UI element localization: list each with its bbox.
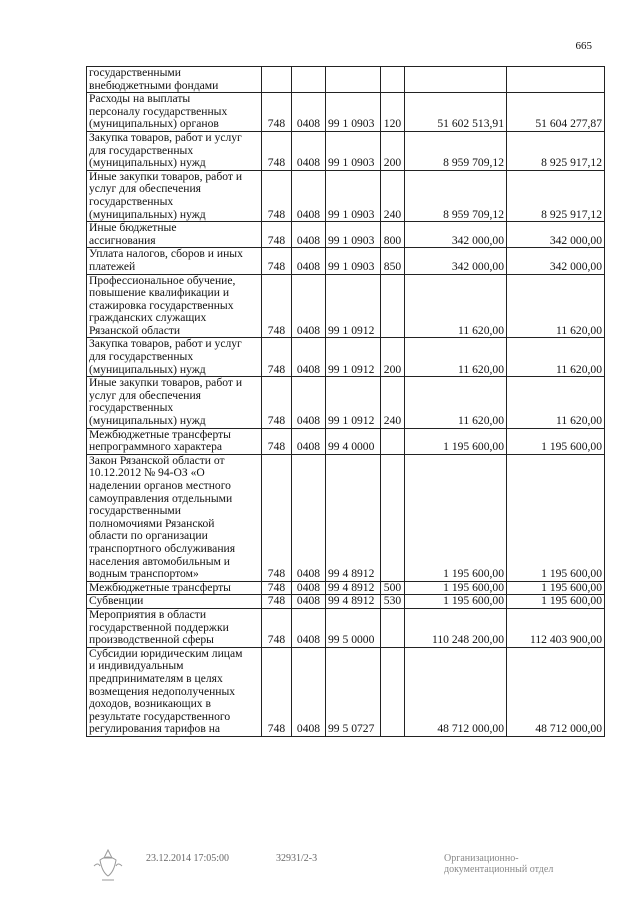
- amount-2016-cell: 342 000,00: [507, 248, 605, 274]
- admin-code-cell: 748: [262, 170, 292, 221]
- item-name-line: и индивидуальным: [89, 659, 184, 673]
- amount-2015-cell: [405, 67, 507, 93]
- footer-department-line: документационный отдел: [444, 864, 554, 875]
- item-name-cell: [87, 93, 262, 132]
- item-name-line: наделении органов местного: [89, 479, 231, 492]
- target-code-cell: 99 5 0727: [326, 647, 381, 736]
- amount-2015-cell: 342 000,00: [405, 248, 507, 274]
- emblem-icon: [88, 846, 128, 886]
- item-name-line: государственными: [89, 504, 181, 518]
- item-name-line: Иные закупки товаров, работ и: [89, 376, 243, 390]
- item-name-cell: [87, 338, 262, 377]
- item-name-line: водным транспортом»: [89, 567, 199, 581]
- admin-code-cell: [262, 67, 292, 93]
- amount-2015-cell: 342 000,00: [405, 222, 507, 248]
- table-row: [87, 67, 605, 93]
- admin-code-cell: 748: [262, 428, 292, 454]
- item-name-line: персоналу государственных: [89, 104, 228, 118]
- item-name-line: Уплата налогов, сборов и иных: [89, 247, 243, 261]
- table-row: [87, 274, 605, 338]
- amount-2015-cell: 51 602 513,91: [405, 93, 507, 132]
- amount-2016-cell: 112 403 900,00: [507, 608, 605, 647]
- item-name-line: (муниципальных) нужд: [89, 156, 206, 170]
- amount-2016-cell: 48 712 000,00: [507, 647, 605, 736]
- item-name-cell: [87, 248, 262, 274]
- table-row: [87, 428, 605, 454]
- expense-type-cell: 240: [381, 170, 405, 221]
- amount-2015-cell: 1 195 600,00: [405, 595, 507, 609]
- amount-2016-cell: 11 620,00: [507, 338, 605, 377]
- section-code-cell: 0408: [292, 595, 326, 609]
- footer-document-code: 32931/2-3: [276, 853, 318, 864]
- amount-2016-cell: 8 925 917,12: [507, 170, 605, 221]
- amount-2016-cell: 1 195 600,00: [507, 595, 605, 609]
- item-name-line: государственных: [89, 401, 174, 415]
- table-row: [87, 170, 605, 221]
- expense-type-cell: 850: [381, 248, 405, 274]
- admin-code-cell: 748: [262, 93, 292, 132]
- expense-type-cell: [381, 647, 405, 736]
- item-name-cell: [87, 428, 262, 454]
- expense-type-cell: 500: [381, 581, 405, 595]
- item-name-cell: [87, 274, 262, 338]
- target-code-cell: [326, 67, 381, 93]
- expense-type-cell: [381, 608, 405, 647]
- item-name-line: внебюджетными фондами: [89, 78, 219, 92]
- admin-code-cell: 748: [262, 131, 292, 170]
- section-code-cell: 0408: [292, 428, 326, 454]
- admin-code-cell: 748: [262, 377, 292, 428]
- amount-2015-cell: 11 620,00: [405, 338, 507, 377]
- footer-timestamp: 23.12.2014 17:05:00: [146, 853, 230, 864]
- item-name-cell: [87, 67, 262, 93]
- item-name-cell: [87, 377, 262, 428]
- amount-2016-cell: 342 000,00: [507, 222, 605, 248]
- item-name-line: государственной поддержки: [89, 620, 229, 634]
- section-code-cell: [292, 67, 326, 93]
- target-code-cell: 99 1 0903: [326, 93, 381, 132]
- page-number: 665: [575, 40, 592, 52]
- section-code-cell: 0408: [292, 608, 326, 647]
- item-name-line: услуг для обеспечения: [89, 182, 201, 196]
- item-name-line: Закон Рязанской области от: [89, 454, 225, 467]
- item-name-line: производственной сферы: [89, 633, 214, 647]
- item-name-line: государственных: [89, 194, 174, 208]
- table-row: [87, 454, 605, 581]
- item-name-line: доходов, возникающих в: [89, 697, 211, 711]
- amount-2016-cell: 1 195 600,00: [507, 581, 605, 595]
- target-code-cell: 99 4 8912: [326, 581, 381, 595]
- target-code-cell: 99 4 8912: [326, 454, 381, 581]
- item-name-line: Субвенции: [89, 594, 144, 608]
- item-name-line: государственными: [89, 66, 181, 79]
- item-name-cell: [87, 608, 262, 647]
- section-code-cell: 0408: [292, 581, 326, 595]
- admin-code-cell: 748: [262, 581, 292, 595]
- amount-2015-cell: 110 248 200,00: [405, 608, 507, 647]
- amount-2015-cell: 1 195 600,00: [405, 581, 507, 595]
- item-name-line: Мероприятия в области: [89, 608, 207, 621]
- section-code-cell: 0408: [292, 274, 326, 338]
- item-name-line: Иные бюджетные: [89, 221, 177, 235]
- section-code-cell: 0408: [292, 93, 326, 132]
- item-name-line: Межбюджетные трансферты: [89, 581, 231, 594]
- amount-2015-cell: 11 620,00: [405, 377, 507, 428]
- item-name-cell: [87, 131, 262, 170]
- table-row: [87, 581, 605, 595]
- amount-2015-cell: 1 195 600,00: [405, 428, 507, 454]
- admin-code-cell: 748: [262, 595, 292, 609]
- table-row: [87, 248, 605, 274]
- item-name-cell: [87, 170, 262, 221]
- item-name-cell: [87, 454, 262, 581]
- item-name-line: Субсидии юридическим лицам: [89, 647, 243, 660]
- table-row: [87, 377, 605, 428]
- item-name-line: (муниципальных) нужд: [89, 207, 206, 221]
- amount-2016-cell: 1 195 600,00: [507, 428, 605, 454]
- target-code-cell: 99 1 0912: [326, 274, 381, 338]
- table-row: [87, 595, 605, 609]
- item-name-line: Профессиональное обучение,: [89, 274, 236, 287]
- amount-2015-cell: 8 959 709,12: [405, 170, 507, 221]
- item-name-line: результате государственного: [89, 709, 231, 723]
- expense-type-cell: [381, 274, 405, 338]
- section-code-cell: 0408: [292, 248, 326, 274]
- target-code-cell: 99 1 0903: [326, 131, 381, 170]
- item-name-cell: [87, 647, 262, 736]
- section-code-cell: 0408: [292, 338, 326, 377]
- item-name-line: регулирования тарифов на: [89, 722, 221, 736]
- item-name-line: возмещения недополученных: [89, 684, 236, 698]
- admin-code-cell: 748: [262, 454, 292, 581]
- item-name-line: (муниципальных) нужд: [89, 362, 206, 376]
- item-name-line: 10.12.2012 № 94-ОЗ «О: [89, 466, 205, 480]
- amount-2016-cell: 8 925 917,12: [507, 131, 605, 170]
- amount-2015-cell: 8 959 709,12: [405, 131, 507, 170]
- item-name-line: для государственных: [89, 143, 194, 157]
- amount-2015-cell: 48 712 000,00: [405, 647, 507, 736]
- target-code-cell: 99 4 8912: [326, 595, 381, 609]
- amount-2016-cell: 11 620,00: [507, 274, 605, 338]
- item-name-line: стажировка государственных: [89, 298, 234, 312]
- item-name-cell: [87, 581, 262, 595]
- target-code-cell: 99 1 0912: [326, 338, 381, 377]
- item-name-line: полномочиями Рязанской: [89, 516, 215, 530]
- amount-2015-cell: 1 195 600,00: [405, 454, 507, 581]
- item-name-line: (муниципальных) органов: [89, 117, 219, 131]
- target-code-cell: 99 5 0000: [326, 608, 381, 647]
- section-code-cell: 0408: [292, 454, 326, 581]
- table-row: [87, 93, 605, 132]
- item-name-line: населения автомобильным и: [89, 554, 230, 568]
- admin-code-cell: 748: [262, 608, 292, 647]
- item-name-line: Расходы на выплаты: [89, 92, 191, 106]
- item-name-line: повышение квалификации и: [89, 286, 230, 300]
- item-name-line: для государственных: [89, 350, 194, 364]
- expense-type-cell: 200: [381, 338, 405, 377]
- target-code-cell: 99 4 0000: [326, 428, 381, 454]
- item-name-line: гражданских служащих: [89, 311, 207, 325]
- admin-code-cell: 748: [262, 338, 292, 377]
- amount-2016-cell: [507, 67, 605, 93]
- admin-code-cell: 748: [262, 647, 292, 736]
- expense-type-cell: [381, 67, 405, 93]
- section-code-cell: 0408: [292, 131, 326, 170]
- budget-table: [86, 66, 605, 737]
- admin-code-cell: 748: [262, 222, 292, 248]
- expense-type-cell: 800: [381, 222, 405, 248]
- item-name-line: (муниципальных) нужд: [89, 414, 206, 428]
- item-name-line: Закупка товаров, работ и услуг: [89, 337, 242, 351]
- section-code-cell: 0408: [292, 170, 326, 221]
- item-name-line: области по организации: [89, 529, 208, 543]
- target-code-cell: 99 1 0903: [326, 222, 381, 248]
- item-name-line: платежей: [89, 259, 136, 273]
- amount-2016-cell: 51 604 277,87: [507, 93, 605, 132]
- item-name-line: ассигнования: [89, 233, 156, 247]
- section-code-cell: 0408: [292, 222, 326, 248]
- item-name-line: самоуправления отдельными: [89, 491, 233, 505]
- admin-code-cell: 748: [262, 274, 292, 338]
- expense-type-cell: 530: [381, 595, 405, 609]
- expense-type-cell: 240: [381, 377, 405, 428]
- item-name-line: Закупка товаров, работ и услуг: [89, 131, 242, 144]
- item-name-line: Иные закупки товаров, работ и: [89, 170, 243, 183]
- expense-type-cell: [381, 428, 405, 454]
- item-name-line: транспортного обслуживания: [89, 541, 236, 555]
- target-code-cell: 99 1 0903: [326, 248, 381, 274]
- expense-type-cell: [381, 454, 405, 581]
- amount-2016-cell: 1 195 600,00: [507, 454, 605, 581]
- admin-code-cell: 748: [262, 248, 292, 274]
- amount-2015-cell: 11 620,00: [405, 274, 507, 338]
- table-row: [87, 647, 605, 736]
- footer-department: [444, 853, 574, 875]
- table-row: [87, 222, 605, 248]
- item-name-line: непрограммного характера: [89, 440, 223, 454]
- target-code-cell: 99 1 0903: [326, 170, 381, 221]
- item-name-line: Межбюджетные трансферты: [89, 428, 231, 441]
- item-name-line: Рязанской области: [89, 323, 181, 337]
- section-code-cell: 0408: [292, 647, 326, 736]
- section-code-cell: 0408: [292, 377, 326, 428]
- table-row: [87, 131, 605, 170]
- amount-2016-cell: 11 620,00: [507, 377, 605, 428]
- item-name-line: предпринимателям в целях: [89, 671, 223, 685]
- item-name-line: услуг для обеспечения: [89, 388, 201, 402]
- expense-type-cell: 200: [381, 131, 405, 170]
- expense-type-cell: 120: [381, 93, 405, 132]
- target-code-cell: 99 1 0912: [326, 377, 381, 428]
- table-row: [87, 608, 605, 647]
- item-name-cell: [87, 222, 262, 248]
- item-name-cell: [87, 595, 262, 609]
- footer-department-line: Организационно-: [444, 853, 519, 864]
- table-row: [87, 338, 605, 377]
